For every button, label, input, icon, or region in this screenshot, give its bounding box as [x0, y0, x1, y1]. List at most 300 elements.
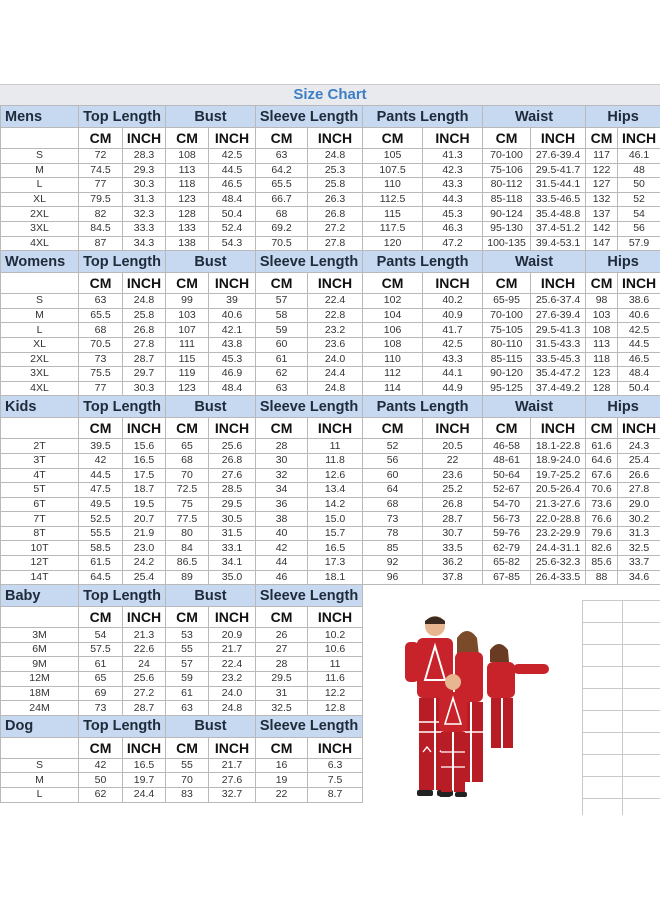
table-cell: 50 [618, 178, 660, 193]
table-row [1, 570, 660, 585]
table-cell: 113 [166, 163, 209, 178]
size-label: 3XL [1, 367, 79, 382]
table-cell: 80-110 [483, 337, 531, 352]
table-cell: 89 [166, 570, 209, 585]
table-cell: 48-61 [483, 453, 531, 468]
table-cell: 79.6 [586, 526, 618, 541]
table-cell: 59 [256, 323, 308, 338]
table-cell: 70.6 [586, 483, 618, 498]
table-cell: 28.7 [123, 352, 166, 367]
unit-label: CM [256, 607, 308, 628]
table-cell: 28 [256, 657, 308, 672]
table-cell: 36.2 [423, 556, 483, 571]
table-cell: 46-58 [483, 439, 531, 454]
units-row-label [1, 418, 79, 439]
unit-label: CM [166, 418, 209, 439]
table-cell: 65 [79, 672, 123, 687]
table-cell: 132 [586, 192, 618, 207]
table-cell: 25.2 [423, 483, 483, 498]
table-cell: 87 [79, 236, 123, 251]
unit-label: INCH [209, 607, 256, 628]
table-row [1, 642, 660, 657]
table-cell: 11 [308, 657, 363, 672]
unit-label: CM [79, 737, 123, 758]
table-cell: 60 [363, 468, 423, 483]
table-row [1, 337, 660, 352]
table-cell: 70.5 [256, 236, 308, 251]
table-cell: 112.5 [363, 192, 423, 207]
table-cell: 72.5 [166, 483, 209, 498]
unit-label: CM [363, 273, 423, 294]
table-cell: 30.5 [209, 512, 256, 527]
table-cell: 16.5 [308, 541, 363, 556]
unit-label: INCH [209, 128, 256, 149]
table-cell: 40.6 [618, 308, 660, 323]
table-cell: 40.2 [423, 294, 483, 309]
grid-line [582, 600, 660, 601]
table-row [1, 628, 660, 643]
table-cell: 44.5 [79, 468, 123, 483]
table-cell: 25.8 [123, 308, 166, 323]
table-cell: 22.4 [308, 294, 363, 309]
table-cell: 24 [123, 657, 166, 672]
table-cell: 35.0 [209, 570, 256, 585]
size-label: 2T [1, 439, 79, 454]
unit-label: INCH [308, 737, 363, 758]
table-cell: 19.7 [123, 773, 166, 788]
empty-grid-area [582, 600, 660, 815]
size-label: M [1, 308, 79, 323]
measurement-header: Bust [166, 396, 256, 418]
unit-label: CM [166, 737, 209, 758]
table-cell: 28.7 [423, 512, 483, 527]
table-cell: 85 [363, 541, 423, 556]
table-cell: 50 [79, 773, 123, 788]
units-row-label [1, 737, 79, 758]
table-cell: 17.5 [123, 468, 166, 483]
unit-label: CM [79, 273, 123, 294]
table-cell: 77.5 [166, 512, 209, 527]
table-cell: 102 [363, 294, 423, 309]
table-cell: 92 [363, 556, 423, 571]
units-row-label [1, 128, 79, 149]
size-label: 2XL [1, 207, 79, 222]
table-cell: 33.3 [123, 221, 166, 236]
measurement-header: Top Length [79, 251, 166, 273]
table-cell: 44.9 [423, 381, 483, 396]
table-cell: 42.5 [618, 323, 660, 338]
table-cell: 24.8 [308, 149, 363, 164]
table-cell: 95-130 [483, 221, 531, 236]
table-cell: 37.4-49.2 [531, 381, 586, 396]
table-cell: 62 [79, 788, 123, 803]
table-cell: 27.8 [308, 236, 363, 251]
table-cell: 26.6 [618, 468, 660, 483]
table-cell: 27.6-39.4 [531, 308, 586, 323]
table-cell: 33.5-45.3 [531, 352, 586, 367]
table-cell: 27.6 [209, 468, 256, 483]
table-cell: 31.3 [618, 526, 660, 541]
table-cell: 29.5 [209, 497, 256, 512]
table-row [1, 657, 660, 672]
table-cell: 50.4 [618, 381, 660, 396]
table-cell: 70.5 [79, 337, 123, 352]
section-name: Baby [1, 585, 79, 607]
table-cell: 54-70 [483, 497, 531, 512]
table-cell: 78 [363, 526, 423, 541]
table-cell: 20.5 [423, 439, 483, 454]
table-cell: 15.6 [123, 439, 166, 454]
table-cell: 29.0 [618, 497, 660, 512]
table-cell: 15.7 [308, 526, 363, 541]
table-cell: 85.6 [586, 556, 618, 571]
measurement-header: Hips [586, 396, 660, 418]
table-cell: 27.2 [308, 221, 363, 236]
table-cell: 107.5 [363, 163, 423, 178]
table-cell: 107 [166, 323, 209, 338]
table-row [1, 788, 660, 803]
table-cell: 123 [166, 381, 209, 396]
table-cell: 115 [363, 207, 423, 222]
table-row [1, 308, 660, 323]
measurement-header: Pants Length [363, 251, 483, 273]
table-cell: 29.5 [256, 672, 308, 687]
grid-line [582, 754, 660, 755]
table-cell: 42.1 [209, 323, 256, 338]
table-cell: 43.3 [423, 352, 483, 367]
table-cell: 37.8 [423, 570, 483, 585]
table-cell: 43.3 [423, 178, 483, 193]
table-cell: 22.4 [209, 657, 256, 672]
table-cell: 54.3 [209, 236, 256, 251]
table-cell: 25.4 [618, 453, 660, 468]
table-cell: 26.8 [308, 207, 363, 222]
table-row [1, 483, 660, 498]
table-cell: 40.6 [209, 308, 256, 323]
table-cell: 55 [166, 758, 209, 773]
table-cell: 31.5-43.3 [531, 337, 586, 352]
table-cell: 34 [256, 483, 308, 498]
table-cell: 127 [586, 178, 618, 193]
section-name: Mens [1, 106, 79, 128]
table-cell: 49.5 [79, 497, 123, 512]
table-cell: 32.7 [209, 788, 256, 803]
table-cell: 25.8 [308, 178, 363, 193]
table-cell: 25.6-32.3 [531, 556, 586, 571]
grid-line [582, 732, 660, 733]
table-cell: 25.4 [123, 570, 166, 585]
table-cell: 23.2 [308, 323, 363, 338]
unit-label: INCH [209, 273, 256, 294]
table-cell: 26 [256, 628, 308, 643]
unit-label: INCH [308, 418, 363, 439]
table-cell: 32.5 [256, 701, 308, 716]
table-cell: 57.9 [618, 236, 660, 251]
table-cell: 26.8 [123, 323, 166, 338]
table-cell: 58.5 [79, 541, 123, 556]
table-cell: 65-95 [483, 294, 531, 309]
table-cell: 42 [79, 758, 123, 773]
table-cell: 67-85 [483, 570, 531, 585]
table-cell: 43.8 [209, 337, 256, 352]
table-cell: 95-125 [483, 381, 531, 396]
table-cell: 27.6-39.4 [531, 149, 586, 164]
table-cell: 39.4-53.1 [531, 236, 586, 251]
unit-label: CM [256, 418, 308, 439]
table-cell: 29.3 [123, 163, 166, 178]
section-header-dog [1, 715, 660, 737]
table-cell: 23.0 [123, 541, 166, 556]
table-cell: 46.3 [423, 221, 483, 236]
measurement-header: Bust [166, 251, 256, 273]
table-cell: 114 [363, 381, 423, 396]
table-cell: 30.3 [123, 178, 166, 193]
measurement-header: Bust [166, 715, 256, 737]
table-cell: 12.8 [308, 701, 363, 716]
table-cell: 42 [79, 453, 123, 468]
table-cell: 86.5 [166, 556, 209, 571]
unit-label: INCH [308, 607, 363, 628]
table-cell: 22.8 [308, 308, 363, 323]
size-table [0, 105, 660, 803]
units-row-label [1, 607, 79, 628]
table-cell: 14.2 [308, 497, 363, 512]
table-cell: 77 [79, 178, 123, 193]
table-cell: 30.7 [423, 526, 483, 541]
table-cell: 48.4 [209, 192, 256, 207]
table-cell: 10.6 [308, 642, 363, 657]
table-cell: 55 [166, 642, 209, 657]
table-row [1, 556, 660, 571]
table-cell: 46.1 [618, 149, 660, 164]
table-cell: 33.7 [618, 556, 660, 571]
table-cell: 11.8 [308, 453, 363, 468]
table-cell: 65 [166, 439, 209, 454]
size-label: M [1, 773, 79, 788]
unit-label: CM [256, 128, 308, 149]
table-cell: 11 [308, 439, 363, 454]
table-cell: 45.3 [423, 207, 483, 222]
table-cell: 44.3 [423, 192, 483, 207]
table-cell: 46.5 [209, 178, 256, 193]
measurement-header: Top Length [79, 106, 166, 128]
table-row [1, 192, 660, 207]
table-cell: 34.6 [618, 570, 660, 585]
table-cell: 39 [209, 294, 256, 309]
table-cell: 31.5 [209, 526, 256, 541]
unit-label: CM [166, 273, 209, 294]
table-cell: 85-115 [483, 352, 531, 367]
grid-line [582, 666, 660, 667]
table-cell: 22 [256, 788, 308, 803]
table-cell: 123 [586, 367, 618, 382]
table-cell: 41.7 [423, 323, 483, 338]
table-cell: 75 [166, 497, 209, 512]
size-label: 5T [1, 483, 79, 498]
unit-label: INCH [423, 128, 483, 149]
table-cell: 50-64 [483, 468, 531, 483]
table-cell: 44.1 [423, 367, 483, 382]
table-cell: 20.9 [209, 628, 256, 643]
table-cell: 19.5 [123, 497, 166, 512]
table-cell: 33.5 [423, 541, 483, 556]
unit-label: INCH [123, 418, 166, 439]
units-row [1, 737, 660, 758]
table-cell: 48 [618, 163, 660, 178]
table-cell: 58 [256, 308, 308, 323]
table-cell: 22 [423, 453, 483, 468]
table-cell: 28 [256, 439, 308, 454]
table-cell: 53 [166, 628, 209, 643]
table-cell: 44.5 [618, 337, 660, 352]
table-cell: 111 [166, 337, 209, 352]
table-cell: 90-120 [483, 367, 531, 382]
table-cell: 104 [363, 308, 423, 323]
table-cell: 75-105 [483, 323, 531, 338]
table-cell: 30 [256, 453, 308, 468]
size-label: 18M [1, 686, 79, 701]
table-cell: 26.4-33.5 [531, 570, 586, 585]
table-row [1, 367, 660, 382]
table-cell: 31.5-44.1 [531, 178, 586, 193]
table-cell: 110 [363, 178, 423, 193]
table-cell: 137 [586, 207, 618, 222]
table-cell: 48.4 [618, 367, 660, 382]
table-cell: 29.5-41.3 [531, 323, 586, 338]
table-cell: 61 [79, 657, 123, 672]
table-row [1, 439, 660, 454]
table-cell: 16.5 [123, 453, 166, 468]
family-christmas-pajamas-photo [395, 612, 560, 807]
table-cell: 26.8 [423, 497, 483, 512]
grid-line [582, 622, 660, 623]
measurement-header: Sleeve Length [256, 585, 363, 607]
measurement-header: Top Length [79, 585, 166, 607]
table-cell: 110 [363, 352, 423, 367]
unit-label: CM [586, 418, 618, 439]
table-cell: 52 [618, 192, 660, 207]
table-cell: 15.0 [308, 512, 363, 527]
table-cell: 63 [256, 381, 308, 396]
table-cell: 106 [363, 323, 423, 338]
table-cell: 118 [166, 178, 209, 193]
table-cell: 80 [166, 526, 209, 541]
unit-label: CM [166, 607, 209, 628]
table-cell: 10.2 [308, 628, 363, 643]
table-cell: 57 [256, 294, 308, 309]
section-name: Womens [1, 251, 79, 273]
table-cell: 25.6 [209, 439, 256, 454]
table-cell: 50.4 [209, 207, 256, 222]
table-cell: 28.3 [123, 149, 166, 164]
table-cell: 76.6 [586, 512, 618, 527]
unit-label: INCH [209, 737, 256, 758]
table-cell: 24.4-31.1 [531, 541, 586, 556]
size-label: L [1, 323, 79, 338]
table-cell: 96 [363, 570, 423, 585]
size-label: XL [1, 337, 79, 352]
table-cell: 42.5 [209, 149, 256, 164]
table-cell: 122 [586, 163, 618, 178]
table-cell: 61 [256, 352, 308, 367]
table-cell: 27.8 [618, 483, 660, 498]
table-cell: 32.3 [123, 207, 166, 222]
measurement-header: Hips [586, 251, 660, 273]
table-cell: 108 [166, 149, 209, 164]
table-cell: 63 [79, 294, 123, 309]
table-cell: 68 [256, 207, 308, 222]
measurement-header: Sleeve Length [256, 106, 363, 128]
unit-label: CM [363, 128, 423, 149]
unit-label: INCH [531, 273, 586, 294]
table-cell: 64.5 [79, 570, 123, 585]
table-cell: 72 [79, 149, 123, 164]
table-cell: 24.4 [308, 367, 363, 382]
unit-label: INCH [308, 128, 363, 149]
table-cell: 120 [363, 236, 423, 251]
size-label: S [1, 758, 79, 773]
table-cell: 28.7 [123, 701, 166, 716]
section-header-womens [1, 251, 660, 273]
table-cell: 52 [363, 439, 423, 454]
table-row [1, 178, 660, 193]
table-cell: 117.5 [363, 221, 423, 236]
table-cell: 115 [166, 352, 209, 367]
table-cell: 44 [256, 556, 308, 571]
table-cell: 20.5-26.4 [531, 483, 586, 498]
table-cell: 8.7 [308, 788, 363, 803]
table-row [1, 541, 660, 556]
table-cell: 88 [586, 570, 618, 585]
table-cell: 100-135 [483, 236, 531, 251]
table-cell: 46.9 [209, 367, 256, 382]
table-cell: 56-73 [483, 512, 531, 527]
table-cell: 52.4 [209, 221, 256, 236]
measurement-header: Sleeve Length [256, 715, 363, 737]
table-cell: 13.4 [308, 483, 363, 498]
size-label: 12M [1, 672, 79, 687]
table-cell: 84.5 [79, 221, 123, 236]
size-label: 4XL [1, 381, 79, 396]
section-header-kids [1, 396, 660, 418]
table-cell: 25.6 [123, 672, 166, 687]
table-cell: 70-100 [483, 308, 531, 323]
table-cell: 48.4 [209, 381, 256, 396]
table-cell: 56 [618, 221, 660, 236]
table-cell: 64 [363, 483, 423, 498]
measurement-header: Waist [483, 106, 586, 128]
table-cell: 20.7 [123, 512, 166, 527]
unit-label: CM [166, 128, 209, 149]
unit-label: CM [79, 607, 123, 628]
table-cell: 40 [256, 526, 308, 541]
size-label: 3M [1, 628, 79, 643]
table-row [1, 497, 660, 512]
table-cell: 83 [166, 788, 209, 803]
size-label: 2XL [1, 352, 79, 367]
size-label: L [1, 178, 79, 193]
size-label: 24M [1, 701, 79, 716]
measurement-header: Top Length [79, 715, 166, 737]
grid-line [582, 710, 660, 711]
table-cell: 54 [79, 628, 123, 643]
table-cell: 56 [363, 453, 423, 468]
table-row [1, 512, 660, 527]
table-cell: 54 [618, 207, 660, 222]
table-cell: 65.5 [79, 308, 123, 323]
table-cell: 17.3 [308, 556, 363, 571]
table-cell: 55.5 [79, 526, 123, 541]
